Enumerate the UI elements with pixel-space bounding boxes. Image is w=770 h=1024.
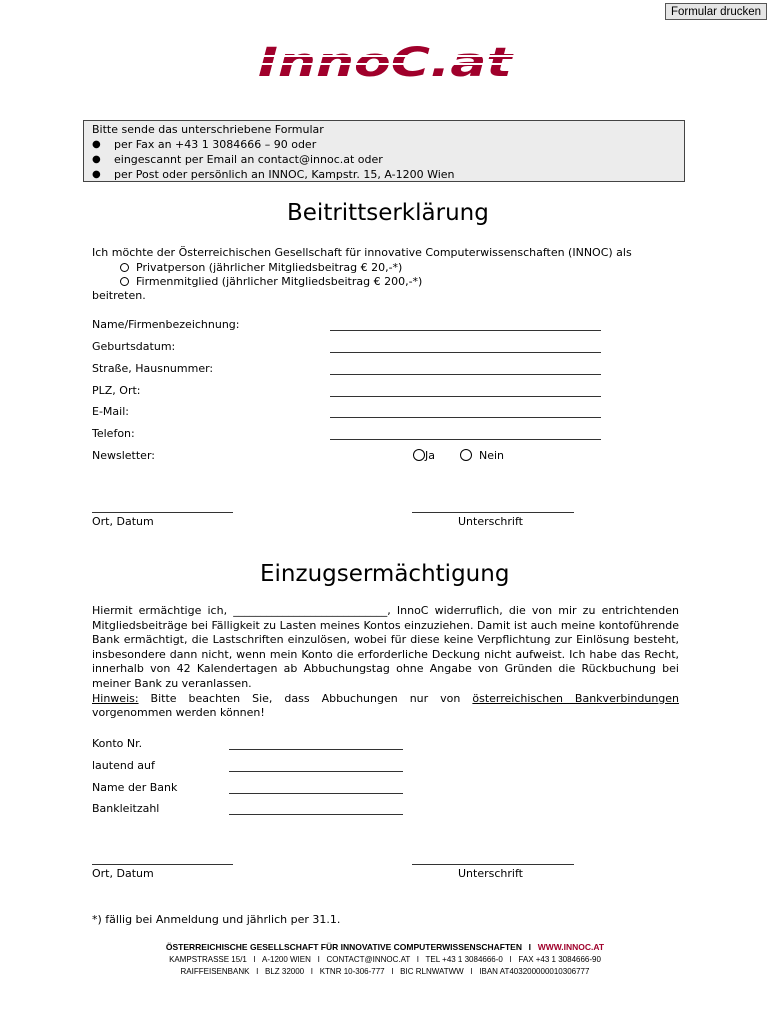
footer-line-3: RAIFFEISENBANK I BLZ 32000 I KTNR 10-306-777 I BIC RLNWATWW I IBAN AT403200000010306777 xyxy=(180,967,590,976)
label-bank-code: Bankleitzahl xyxy=(92,802,160,815)
field-signature-1[interactable] xyxy=(412,512,574,513)
field-street[interactable] xyxy=(330,374,601,375)
option-company[interactable]: Firmenmitglied (jährlicher Mitgliedsbeitrag € 200,-*) xyxy=(120,275,422,288)
newsletter-no[interactable]: Nein xyxy=(460,449,504,462)
footer-line-1: ÖSTERREICHISCHE GESELLSCHAFT FÜR INNOVATIVE COMPUTERWISSENSCHAFTEN I WWW.INNOC.AT xyxy=(165,942,605,952)
instruction-item: ● per Post oder persönlich an INNOC, Kampstr. 15, A-1200 Wien xyxy=(92,168,455,181)
newsletter-yes[interactable]: Ja xyxy=(413,449,435,462)
label-signature-2: Unterschrift xyxy=(458,867,523,880)
radio-private[interactable] xyxy=(120,263,129,272)
label-newsletter: Newsletter: xyxy=(92,449,155,462)
instructions-intro: Bitte sende das unterschriebene Formular xyxy=(92,123,324,136)
svg-text:InnoC.at: InnoC.at xyxy=(258,44,514,82)
field-place-date-2[interactable] xyxy=(92,864,233,865)
direct-debit-title: Einzugsermächtigung xyxy=(260,561,510,587)
radio-newsletter-yes[interactable] xyxy=(413,449,425,461)
label-bank: Name der Bank xyxy=(92,781,178,794)
instruction-item: ● eingescannt per Email an contact@innoc.at oder xyxy=(92,153,383,166)
field-account[interactable] xyxy=(229,749,403,750)
field-bank[interactable] xyxy=(229,793,403,794)
label-account: Konto Nr. xyxy=(92,737,143,750)
label-birth: Geburtsdatum: xyxy=(92,340,176,353)
instructions-box xyxy=(83,120,685,182)
label-city: PLZ, Ort: xyxy=(92,384,141,397)
field-bank-code[interactable] xyxy=(229,814,403,815)
direct-debit-text: Hiermit ermächtige ich, ____________________________, InnoC widerruflich, die von mir zu entrichtenden Mitgliedsbeiträge bei Fälligkeit zu Lasten meines Kontos einzuziehen. Damit ist auch meine kontoführende Bank ermächtigt, die Lastschriften einzulösen, wobei für diese keine Verpflichtung zur Einlösung besteht, insbesondere dann nicht, wenn mein Konto die erforderliche Deckung nicht aufweist. Ich habe das Recht, innerhalb von 42 Kalendertagen ab Abbuchungstag ohne Angabe von Gründen die Rückbuchung bei meiner Bank zu veranlassen. Hinweis: Bitte beachten Sie, dass Abbuchungen nur von österreichischen Bankverbindungen vorgenommen werden können! xyxy=(92,604,680,720)
label-place-date-2: Ort, Datum xyxy=(92,867,154,880)
radio-newsletter-no[interactable] xyxy=(460,449,472,461)
footnote: *) fällig bei Anmeldung und jährlich per 31.1. xyxy=(92,913,341,926)
field-name[interactable] xyxy=(330,330,601,331)
field-phone[interactable] xyxy=(330,439,601,440)
instruction-item: ● per Fax an +43 1 3084666 – 90 oder xyxy=(92,138,317,151)
membership-intro: Ich möchte der Österreichischen Gesellschaft für innovative Computerwissenschaften (INNOC) als xyxy=(92,246,632,259)
name-blank[interactable]: ____________________________ xyxy=(233,604,388,617)
label-signature-1: Unterschrift xyxy=(458,515,523,528)
label-email: E-Mail: xyxy=(92,405,129,418)
hint-label: Hinweis: xyxy=(92,691,139,705)
bullet-icon: ● xyxy=(92,154,101,165)
bullet-icon: ● xyxy=(92,139,101,150)
field-birth[interactable] xyxy=(330,352,601,353)
hint-link: österreichischen Bankverbindungen xyxy=(472,691,680,705)
field-email[interactable] xyxy=(330,417,601,418)
label-place-date-1: Ort, Datum xyxy=(92,515,154,528)
field-place-date-1[interactable] xyxy=(92,512,233,513)
label-holder: lautend auf xyxy=(92,759,155,772)
label-street: Straße, Hausnummer: xyxy=(92,362,214,375)
option-private[interactable]: Privatperson (jährlicher Mitgliedsbeitrag € 20,-*) xyxy=(120,261,402,274)
label-name: Name/Firmenbezeichnung: xyxy=(92,318,240,331)
membership-title: Beitrittserklärung xyxy=(287,200,489,226)
field-city[interactable] xyxy=(330,396,601,397)
field-holder[interactable] xyxy=(229,771,403,772)
bullet-icon: ● xyxy=(92,169,101,180)
footer-line-2: KAMPSTRASSE 15/1 I A-1200 WIEN I CONTACT@INNOC.AT I TEL +43 1 3084666-0 I FAX +43 1 3084666-90 xyxy=(169,955,601,964)
label-phone: Telefon: xyxy=(92,427,135,440)
innoc-logo xyxy=(258,44,514,85)
print-form-button[interactable]: Formular drucken xyxy=(665,3,767,20)
membership-outro: beitreten. xyxy=(92,289,146,302)
field-signature-2[interactable] xyxy=(412,864,574,865)
website-link[interactable]: WWW.INNOC.AT xyxy=(537,942,605,952)
radio-company[interactable] xyxy=(120,277,129,286)
